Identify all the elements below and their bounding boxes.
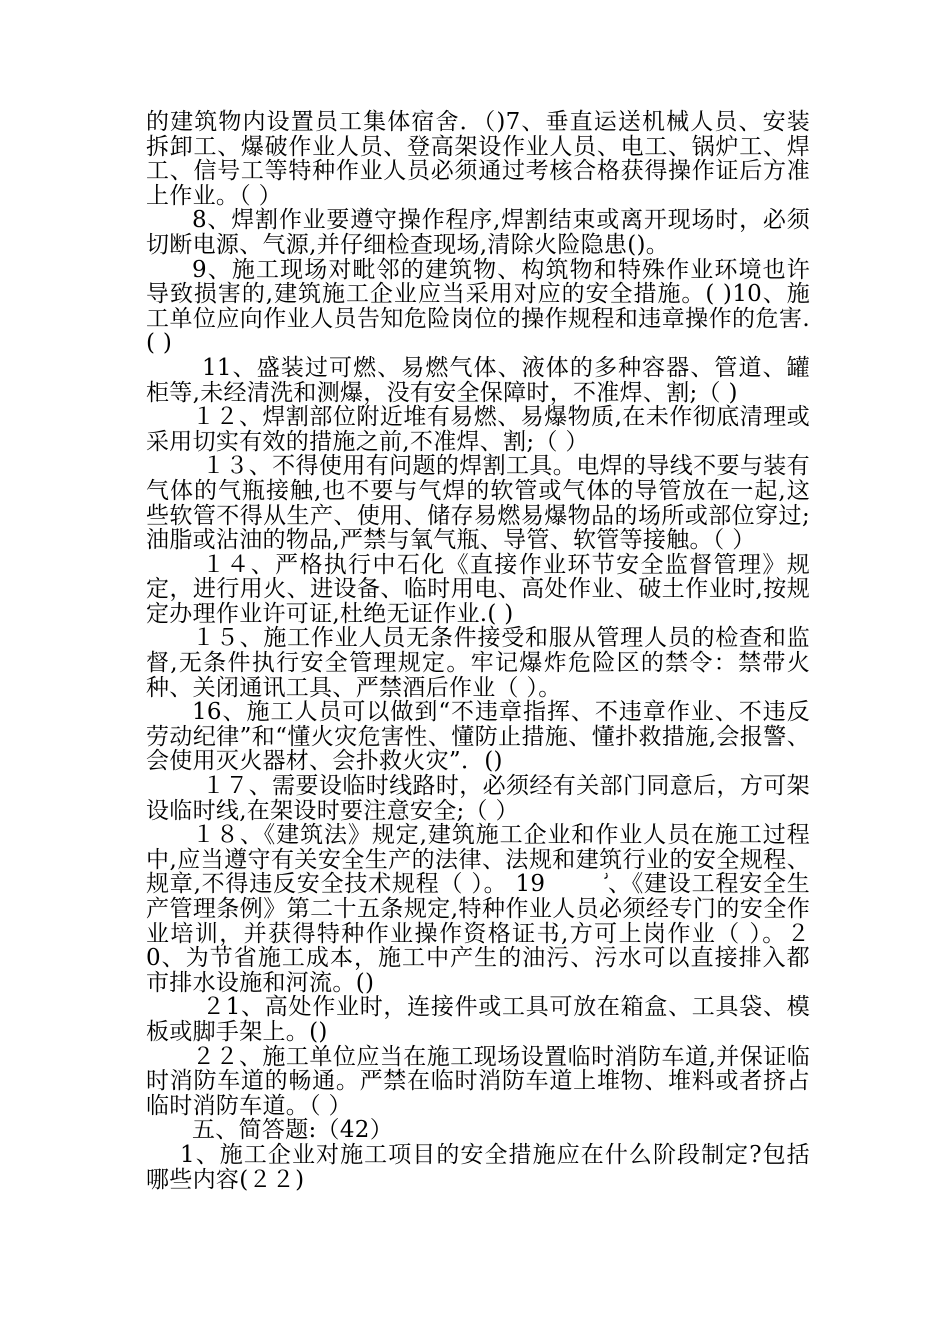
- paragraph-11: [146, 823, 810, 995]
- paragraph-3: 9、施工现场对毗邻的建筑物、构筑物和特殊作业环境也许导致损害的,建筑施工企业应当采用对应的安全措施。( )10、施工单位应向作业人员告知危险岗位的操作规程和违章操作的危害.( ): [146, 256, 810, 357]
- paragraph-5: １２、焊割部位附近堆有易燃、易爆物质,在未作彻底清理或采用切实有效的措施之前,不准焊、割;（ ）: [146, 404, 810, 455]
- document-page: [146, 110, 810, 1192]
- paragraph-1: 的建筑物内设置员工集体宿舍．（)7、垂直运送机械人员、安装拆卸工、爆破作业人员、登高架设作业人员、电工、锅炉工、焊工、信号工等特种作业人员必须通过考核合格获得操作证后方准上作业。（ ）: [146, 109, 810, 209]
- paragraph-7: １４、严格执行中石化《直接作业环节安全监督管理》规定，进行用火、进设备、临时用电、高处作业、破土作业时,按规定办理作业许可证,杜绝无证作业.( ): [146, 551, 810, 627]
- section-heading: 五、简答题:（42）: [192, 1117, 394, 1144]
- paragraph-6: １３、不得使用有问题的焊割工具。电焊的导线不要与装有气体的气瓶接触,也不要与气焊的软管或气体的导管放在一起,这些软管不得从生产、使用、储存易燃易爆物品的场所或部位穿过;油脂或沾油的物品,严禁与氧气瓶、导管、软管等接触。（ ）: [146, 453, 810, 554]
- paragraph-12: ２1、高处作业时，连接件或工具可放在箱盒、工具袋、模板或脚手架上。(): [146, 994, 810, 1045]
- paragraph-9: 16、施工人员可以做到“不违章指挥、不违章作业、不违反劳动纪律”和“懂火灾危害性、懂防止措施、懂扑救措施,会报警、会使用灭火器材、会扑救火灾”．(): [146, 699, 810, 775]
- stray-mark: [557, 872, 603, 897]
- paragraph-2: 8、焊割作业要遵守操作程序,焊割结束或离开现场时，必须切断电源、气源,并仔细检查现场,清除火险隐患()。: [146, 207, 810, 258]
- paragraph-11-text-after: 、《建设工程安全生产管理条例》第二十五条规定,特种作业人员必须经专门的安全作业培训，并获得特种作业操作资格证书,方可上岗作业（ ）。２0、为节省施工成本，施工中产生的油污、污水可以直接排入都市排水设施和河流。(): [146, 871, 811, 996]
- paragraph-8: １５、施工作业人员无条件接受和服从管理人员的检查和监督,无条件执行安全管理规定。牢记爆炸危险区的禁令：禁带火种、关闭通讯工具、严禁酒后作业（ ）。: [146, 625, 810, 701]
- paragraph-13: ２２、施工单位应当在施工现场设置临时消防车道,并保证临时消防车道的畅通。严禁在临时消防车道上堆物、堆料或者挤占临时消防车道。（ ）: [146, 1043, 810, 1119]
- paragraph-4: 11、盛装过可燃、易燃气体、液体的多种容器、管道、罐柜等,未经清洗和测爆，没有安全保障时，不准焊、割;（ ): [146, 354, 810, 406]
- question-1: 1、施工企业对施工项目的安全措施应在什么阶段制定?包括哪些内容(２２): [146, 1141, 810, 1193]
- paragraph-11-text-before: １８、《建筑法》规定,建筑施工企业和作业人员在施工过程中,应当遵守有关安全生产的法律、法规和建筑行业的安全规程、规章,不得违反安全技术规程（ ）。 19: [146, 822, 810, 898]
- paragraph-10: １７、需要设临时线路时，必须经有关部门同意后，方可架设临时线,在架设时要注意安全;（ ）: [146, 773, 810, 824]
